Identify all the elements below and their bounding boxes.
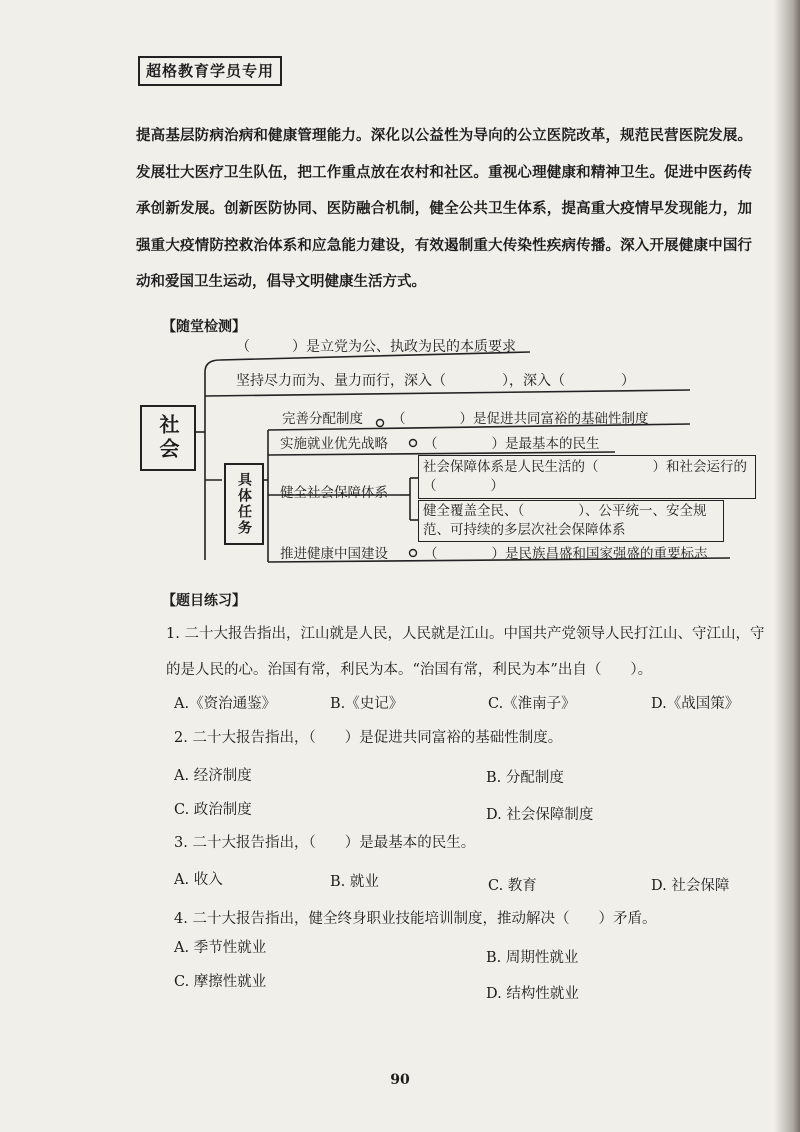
q4-option-b: B. 周期性就业: [486, 950, 579, 966]
q4-option-a: A. 季节性就业: [174, 940, 267, 956]
q3-option-b: B. 就业: [330, 874, 379, 890]
mindmap-line1: （ ）是立党为公、执政为民的本质要求: [236, 339, 516, 355]
q2-option-c: C. 政治制度: [174, 802, 252, 818]
q2-option-a: A. 经济制度: [174, 768, 252, 784]
question-1-stem: 1. 二十大报告指出，江山就是人民，人民就是江山。中国共产党领导人民打江山、守江山，守的是人民的心。治国有常，利民为本。“治国有常，利民为本”出自（ ）。: [166, 626, 765, 678]
mindmap-root: 社会: [156, 414, 180, 462]
q4-option-d: D. 结构性就业: [486, 986, 579, 1002]
question-3-stem: 3. 二十大报告指出，（ ）是最基本的民生。: [174, 835, 476, 851]
task2-name: 实施就业优先战略: [280, 436, 388, 452]
task3-box1: [418, 455, 756, 499]
q1-option-c: C.《淮南子》: [488, 696, 576, 712]
task3-box2-text: 健全覆盖全民、（ ）、公平统一、安全规范、可持续的多层次社会保障体系: [423, 503, 707, 538]
page-number: 90: [390, 1072, 410, 1088]
body-paragraph: 提高基层防病治病和健康管理能力。深化以公益性为导向的公立医院改革，规范民营医院发展。发展壮大医疗卫生队伍，把工作重点放在农村和社区。重视心理健康和精神卫生。促进中医药传承创新发展。创新医防协同、医防融合机制，健全公共卫生体系，提高重大疫情早发现能力，加强重大疫情防控救治体系和应急能力建设，有效遏制重大传染性疾病传播。深入开展健康中国行动和爱国卫生运动，倡导文明健康生活方式。: [136, 127, 752, 290]
task3-box2: [418, 500, 724, 542]
q3-option-a: A. 收入: [174, 872, 223, 888]
q2-option-b: B. 分配制度: [486, 770, 564, 786]
task4-name: 推进健康中国建设: [280, 546, 388, 562]
mindmap-root-box: [140, 405, 196, 471]
task1-text: （ ）是促进共同富裕的基础性制度: [392, 411, 649, 427]
task4-text: （ ）是民族昌盛和国家强盛的重要标志: [424, 546, 708, 562]
task3-name: 健全社会保障体系: [280, 485, 388, 501]
mindmap-subroot: 具体任务: [236, 472, 252, 536]
q3-option-d: D. 社会保障: [651, 878, 730, 894]
task1-name: 完善分配制度: [282, 411, 363, 427]
q1-option-a: A.《资治通鉴》: [174, 696, 277, 712]
q4-option-c: C. 摩擦性就业: [174, 974, 267, 990]
header-tag: 超格教育学员专用: [138, 56, 282, 86]
mindmap-line2: 坚持尽力而为、量力而行，深入（ ），深入（ ）: [236, 373, 635, 389]
q1-option-d: D.《战国策》: [651, 696, 740, 712]
q1-option-b: B.《史记》: [330, 696, 404, 712]
question-4-stem: 4. 二十大报告指出，健全终身职业技能培训制度，推动解决（ ）矛盾。: [174, 911, 657, 927]
q3-option-c: C. 教育: [488, 878, 537, 894]
question-2-stem: 2. 二十大报告指出，（ ）是促进共同富裕的基础性制度。: [174, 730, 563, 746]
mindmap-subroot-box: [224, 463, 264, 545]
task2-text: （ ）是最基本的民生: [424, 436, 600, 452]
in-class-check-label: 【随堂检测】: [162, 319, 246, 335]
task3-box1-text: 社会保障体系是人民生活的（ ）和社会运行的（ ）: [423, 459, 747, 494]
q2-option-d: D. 社会保障制度: [486, 807, 594, 823]
practice-label: 【题目练习】: [162, 593, 246, 609]
